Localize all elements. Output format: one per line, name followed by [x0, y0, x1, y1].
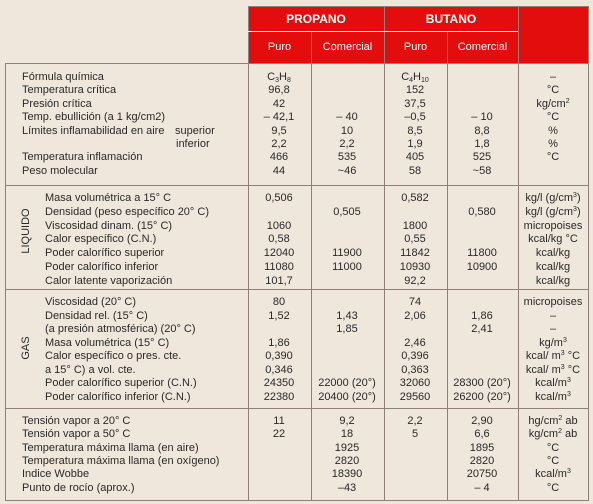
row-label: Poder calorífico superior (C.N.)	[45, 377, 197, 389]
value-cell: 1,9	[407, 138, 423, 150]
unit-cell: %	[548, 124, 558, 137]
gas-side-label: GAS	[20, 336, 32, 360]
value-cell: 20750	[466, 468, 498, 481]
value-cell: 18390	[331, 468, 363, 481]
row-label: Densidad rel. (15° C)	[45, 309, 148, 322]
value-cell: 2,41	[471, 323, 493, 335]
value-cell: 22000 (20°)	[318, 377, 376, 389]
value-cell: 8,8	[474, 124, 490, 137]
unit-cell: kcal/ $m^3$ °C	[525, 350, 581, 362]
value-cell: – 4	[474, 481, 490, 494]
rule	[518, 6, 519, 501]
row-label: Calor específico (C.N.)	[45, 233, 157, 246]
row-label: (a presión atmosférica) (20° C)	[45, 323, 196, 335]
value-cell: 92,2	[404, 274, 426, 287]
value-cell: $C_3H_8$	[267, 71, 291, 84]
value-cell: 29560	[399, 390, 431, 403]
value-cell: 0,390	[265, 350, 293, 362]
row-label: Límites inflamabilidad en aire	[22, 124, 165, 137]
row-label: Temperatura máxima llama (en aire)	[22, 441, 199, 454]
row-label: a 15° C) a vol. cte.	[45, 363, 136, 376]
value-cell: 80	[272, 296, 286, 308]
butano-title: BUTANO	[425, 12, 477, 26]
value-cell: –0,5	[404, 111, 426, 124]
header-rule	[248, 31, 518, 32]
rule	[588, 6, 589, 501]
value-cell: 9,2	[339, 415, 355, 427]
value-cell: 0,55	[404, 233, 426, 246]
rule	[5, 500, 589, 501]
rule	[384, 6, 385, 501]
value-cell: 10900	[466, 261, 498, 273]
value-cell: 58	[408, 164, 422, 177]
row-label: Temp. ebullición (a 1 kg/cm2)	[22, 111, 166, 124]
value-cell: 405	[405, 151, 425, 164]
value-cell: 1060	[266, 219, 292, 232]
value-cell: 22380	[263, 390, 295, 403]
value-cell: 2,90	[471, 415, 493, 427]
value-cell: 1,43	[336, 309, 358, 322]
value-cell: 0,58	[268, 233, 290, 246]
row-label: Poder calorífico inferior (C.N.)	[45, 390, 191, 403]
row-sublabel: inferior	[176, 138, 210, 150]
value-cell: 1,86	[471, 309, 493, 322]
row-label: Poder calorífico inferior	[45, 261, 159, 273]
unit-cell: $kg/cm^2$ ab	[528, 428, 578, 441]
value-cell: ~58	[472, 164, 492, 177]
unit-cell: °C	[546, 151, 560, 164]
unit-cell: micropoises	[523, 296, 583, 308]
row-label: Punto de rocío (aprox.)	[22, 481, 135, 494]
value-cell: 22	[272, 428, 286, 441]
rule	[311, 31, 312, 501]
value-cell: 101,7	[265, 274, 293, 287]
row-label: Viscosidad (20° C)	[45, 296, 137, 308]
unit-cell: °C	[546, 84, 560, 97]
row-label: Viscosidad dinam. (15° C)	[45, 219, 173, 232]
value-cell: 0,363	[401, 363, 429, 376]
row-label: Masa volumétrica (15° C)	[45, 336, 170, 349]
value-cell: 37,5	[404, 97, 426, 110]
value-cell: 11800	[467, 247, 497, 260]
row-label: Presión crítica	[22, 97, 92, 110]
unit-cell: kg/l $(g/cm^3)$	[525, 205, 581, 218]
comercial-butano-label: Comercial	[457, 41, 508, 53]
rule	[5, 408, 589, 409]
row-label: Fórmula química	[22, 71, 104, 83]
row-sublabel: superior	[175, 124, 215, 137]
value-cell: 2820	[334, 454, 360, 467]
unit-cell: $kg/cm^2$	[536, 97, 570, 110]
unit-cell: kcal/$m^3$	[535, 468, 571, 481]
comercial-propano-label: Comercial	[322, 41, 373, 53]
value-cell: 2,2	[339, 138, 355, 150]
row-label: Indice Wobbe	[22, 468, 90, 481]
value-cell: 44	[272, 164, 286, 177]
unit-cell: %	[548, 138, 558, 150]
rule	[5, 63, 6, 501]
value-cell: 2,2	[271, 138, 287, 150]
puro-butano-label: Puro	[403, 41, 428, 53]
value-cell: 535	[337, 151, 357, 164]
row-label: Temperatura inflamación	[22, 151, 143, 164]
unit-cell: –	[549, 71, 557, 83]
unit-cell: –	[549, 323, 557, 335]
value-cell: 525	[472, 151, 492, 164]
value-cell: 96,8	[268, 84, 290, 97]
row-label: Tensión vapor a 50° C	[22, 428, 131, 441]
value-cell: 1,85	[336, 323, 358, 335]
unit-cell: –	[549, 309, 557, 322]
value-cell: 10930	[399, 261, 431, 273]
row-label: Densidad (peso específico 20° C)	[45, 205, 209, 218]
value-cell: 2,2	[407, 415, 423, 427]
row-label: Calor latente vaporización	[45, 274, 173, 287]
unit-cell: °C	[546, 454, 560, 467]
value-cell: 9,5	[271, 124, 287, 137]
value-cell: 11842	[400, 247, 430, 260]
value-cell: 26200 (20°)	[453, 390, 511, 403]
unit-cell: kcal/$m^3$	[535, 390, 571, 403]
value-cell: 0,396	[401, 350, 429, 362]
value-cell: $C_4H_{10}$	[401, 71, 429, 84]
propano-title: PROPANO	[286, 12, 346, 26]
value-cell: 1800	[402, 219, 428, 232]
unit-cell: kcal/kg °C	[528, 233, 578, 246]
unit-cell: °C	[546, 441, 560, 454]
value-cell: 10	[340, 124, 354, 137]
row-label: Temperatura máxima llama (en oxígeno)	[22, 454, 220, 467]
value-cell: 2820	[469, 454, 495, 467]
row-label: Calor específico o pres. cte.	[45, 350, 182, 362]
value-cell: 1,86	[268, 336, 290, 349]
row-label: Temperatura crítica	[22, 84, 117, 97]
value-cell: 1,52	[268, 309, 290, 322]
value-cell: –43	[337, 481, 357, 494]
value-cell: 2,46	[404, 336, 426, 349]
value-cell: 18	[340, 428, 354, 441]
unit-cell: °C	[546, 481, 560, 494]
row-label: Masa volumétrica a 15° C	[45, 192, 172, 204]
value-cell: 0,505	[333, 205, 361, 218]
value-cell: 11000	[332, 261, 362, 273]
unit-cell: kcal/kg	[535, 261, 571, 273]
unit-cell: $hg/cm^2$ ab	[528, 415, 578, 427]
value-cell: – 42,1	[263, 111, 295, 124]
value-cell: 11	[273, 415, 285, 427]
unit-cell: kcal/ $m^3$ °C	[525, 363, 581, 376]
header-unit-col	[518, 7, 589, 63]
value-cell: 0,580	[468, 205, 496, 218]
value-cell: 5	[411, 428, 419, 441]
value-cell: ~46	[337, 164, 357, 177]
unit-cell: °C	[546, 111, 560, 124]
value-cell: 24350	[263, 377, 295, 389]
rule	[5, 289, 589, 290]
row-label: Poder calorífico superior	[45, 247, 165, 260]
unit-cell: kcal/kg	[535, 274, 571, 287]
rule	[248, 6, 589, 7]
liquido-side-label: LIQUIDO	[20, 208, 32, 254]
value-cell: 8,5	[407, 124, 423, 137]
value-cell: 1925	[334, 441, 360, 454]
value-cell: 0,506	[265, 192, 293, 204]
rule	[447, 31, 448, 501]
value-cell: 152	[405, 84, 425, 97]
value-cell: 11900	[332, 247, 362, 260]
unit-cell: kcal/$m^3$	[535, 377, 571, 389]
value-cell: 20400 (20°)	[318, 390, 376, 403]
value-cell: 74	[408, 296, 422, 308]
unit-cell: kg/l $(g/cm^3)$	[525, 192, 581, 204]
value-cell: 2,06	[404, 309, 426, 322]
value-cell: 0,582	[401, 192, 429, 204]
value-cell: – 40	[336, 111, 358, 124]
unit-cell: $kg/m^3$	[539, 336, 567, 349]
row-label: Tensión vapor a 20° C	[22, 415, 131, 427]
rule	[5, 185, 589, 186]
puro-propano-label: Puro	[267, 41, 292, 53]
value-cell: 12040	[263, 247, 295, 260]
row-label: Peso molecular	[22, 164, 98, 177]
unit-cell: micropoises	[523, 219, 583, 232]
value-cell: 0,346	[265, 363, 293, 376]
rule	[248, 6, 249, 501]
value-cell: 1,8	[474, 138, 490, 150]
value-cell: 466	[269, 151, 289, 164]
value-cell: 32060	[399, 377, 431, 389]
value-cell: 6,6	[474, 428, 490, 441]
rule	[5, 63, 589, 64]
value-cell: 11080	[264, 261, 294, 273]
unit-cell: kcal/kg	[535, 247, 571, 260]
value-cell: 42	[272, 97, 286, 110]
value-cell: 28300 (20°)	[453, 377, 511, 389]
value-cell: – 10	[471, 111, 493, 124]
value-cell: 1895	[469, 441, 495, 454]
